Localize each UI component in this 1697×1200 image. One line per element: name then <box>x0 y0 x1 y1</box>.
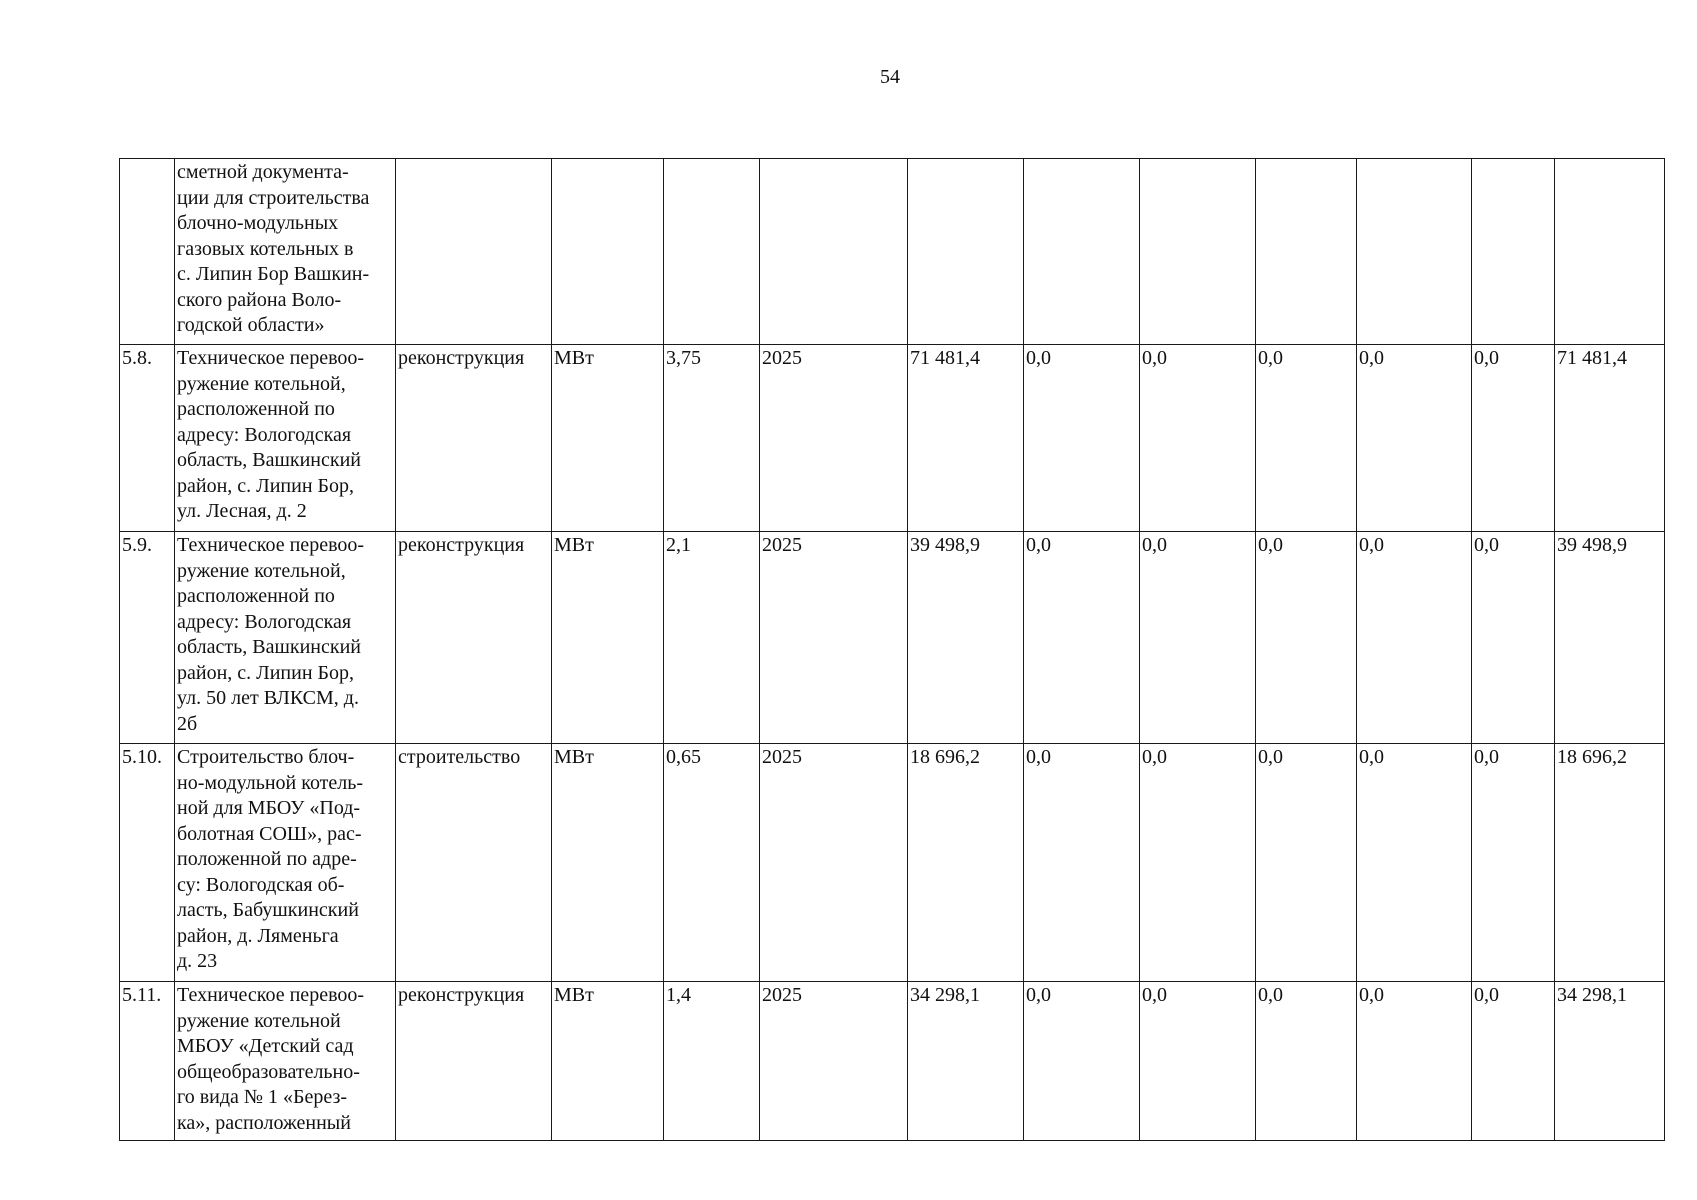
description-line: расположенной по <box>177 585 335 607</box>
cell-power: 1,4 <box>664 982 760 1141</box>
cell-power <box>664 159 760 345</box>
program-table <box>119 158 1665 1141</box>
description-line: ции для строительства <box>177 186 370 209</box>
description-line: ка», расположенный <box>177 1111 351 1134</box>
cell-value: 0,0 <box>1024 982 1140 1141</box>
table-row <box>120 159 1665 345</box>
cell-value: 0,0 <box>1357 982 1472 1141</box>
description-line: Техническое перевоо- <box>177 534 365 556</box>
cell-work-type <box>396 159 552 345</box>
cell-number: 5.8. <box>120 345 175 532</box>
description-line: го вида № 1 «Берез- <box>177 1086 348 1108</box>
table-row <box>120 982 1665 1141</box>
cell-value: 0,0 <box>1024 345 1140 532</box>
cell-value: 71 481,4 <box>1555 345 1665 532</box>
cell-value: 0,0 <box>1256 532 1357 744</box>
cell-power: 2,1 <box>664 532 760 744</box>
cell-power: 3,75 <box>664 345 760 532</box>
cell-value: 0,0 <box>1140 532 1256 744</box>
description-line: ружение котельной, <box>177 372 346 395</box>
cell-year <box>760 159 908 345</box>
description-line: блочно-модульных <box>177 212 339 234</box>
cell-description <box>175 159 396 345</box>
description-line: 2б <box>177 712 198 735</box>
cell-description <box>175 744 396 982</box>
cell-value <box>1024 159 1140 345</box>
cell-total: 18 696,2 <box>908 744 1024 982</box>
cell-description <box>175 982 396 1141</box>
cell-value: 0,0 <box>1256 982 1357 1141</box>
cell-number: 5.9. <box>120 532 175 744</box>
cell-number: 5.10. <box>120 744 175 982</box>
cell-year: 2025 <box>760 744 908 982</box>
description-line: ласть, Бабушкинский <box>177 899 359 921</box>
description-line: район, д. Ляменьга <box>177 924 339 947</box>
cell-value: 0,0 <box>1472 744 1555 982</box>
description-line: ул. 50 лет ВЛКСМ, д. <box>177 687 359 709</box>
description-line: расположенной по <box>177 398 335 420</box>
description-line: общеобразовательно- <box>177 1060 360 1083</box>
table-row <box>120 345 1665 532</box>
cell-total: 39 498,9 <box>908 532 1024 744</box>
description-line: су: Вологодская об- <box>177 873 345 896</box>
cell-value <box>1256 159 1357 345</box>
description-line: сметной документа- <box>177 161 349 183</box>
description-line: адресу: Вологодская <box>177 423 352 446</box>
page-number: 54 <box>880 66 900 88</box>
cell-value: 0,0 <box>1140 345 1256 532</box>
cell-total <box>908 159 1024 345</box>
cell-value: 0,0 <box>1357 345 1472 532</box>
cell-value <box>1555 159 1665 345</box>
cell-value: 0,0 <box>1024 744 1140 982</box>
description-line: адресу: Вологодская <box>177 610 352 633</box>
cell-value: 0,0 <box>1140 982 1256 1141</box>
cell-value <box>1472 159 1555 345</box>
cell-unit: МВт <box>552 532 664 744</box>
cell-value: 0,0 <box>1024 532 1140 744</box>
table-row <box>120 532 1665 744</box>
cell-value: 0,0 <box>1357 744 1472 982</box>
cell-value <box>1357 159 1472 345</box>
description-line: Строительство блоч- <box>177 746 355 768</box>
description-line: годской области» <box>177 314 325 336</box>
description-line: болотная СОШ», рас- <box>177 822 362 845</box>
table-row <box>120 744 1665 982</box>
description-line: ружение котельной <box>177 1009 341 1032</box>
description-line: но-модульной котель- <box>177 771 364 794</box>
cell-value: 0,0 <box>1256 744 1357 982</box>
cell-value: 39 498,9 <box>1555 532 1665 744</box>
cell-work-type: строительство <box>396 744 552 982</box>
description-line: область, Вашкинский <box>177 449 362 471</box>
cell-description <box>175 345 396 532</box>
cell-value: 0,0 <box>1472 532 1555 744</box>
cell-work-type: реконструкция <box>396 532 552 744</box>
cell-unit <box>552 159 664 345</box>
description-line: положенной по адре- <box>177 848 357 870</box>
description-line: район, с. Липин Бор, <box>177 474 355 497</box>
description-line: ной для МБОУ «Под- <box>177 797 361 819</box>
cell-unit: МВт <box>552 345 664 532</box>
description-line: Техническое перевоо- <box>177 984 365 1006</box>
description-line: с. Липин Бор Вашкин- <box>177 263 370 285</box>
cell-total: 71 481,4 <box>908 345 1024 532</box>
cell-value: 0,0 <box>1256 345 1357 532</box>
cell-value <box>1140 159 1256 345</box>
description-line: район, с. Липин Бор, <box>177 661 355 684</box>
cell-year: 2025 <box>760 982 908 1141</box>
cell-year: 2025 <box>760 345 908 532</box>
cell-number: 5.11. <box>120 982 175 1141</box>
cell-value: 34 298,1 <box>1555 982 1665 1141</box>
cell-year: 2025 <box>760 532 908 744</box>
cell-total: 34 298,1 <box>908 982 1024 1141</box>
cell-power: 0,65 <box>664 744 760 982</box>
cell-value: 0,0 <box>1140 744 1256 982</box>
cell-unit: МВт <box>552 744 664 982</box>
description-line: ружение котельной, <box>177 559 346 582</box>
description-line: ул. Лесная, д. 2 <box>177 500 307 522</box>
cell-value: 18 696,2 <box>1555 744 1665 982</box>
cell-value: 0,0 <box>1357 532 1472 744</box>
description-line: МБОУ «Детский сад <box>177 1035 354 1057</box>
cell-work-type: реконструкция <box>396 982 552 1141</box>
cell-value: 0,0 <box>1472 982 1555 1141</box>
description-line: Техническое перевоо- <box>177 347 365 369</box>
description-line: ского района Воло- <box>177 288 342 311</box>
description-line: газовых котельных в <box>177 237 354 260</box>
cell-work-type: реконструкция <box>396 345 552 532</box>
cell-description <box>175 532 396 744</box>
cell-unit: МВт <box>552 982 664 1141</box>
cell-number <box>120 159 175 345</box>
description-line: д. 23 <box>177 950 218 972</box>
cell-value: 0,0 <box>1472 345 1555 532</box>
description-line: область, Вашкинский <box>177 636 362 658</box>
